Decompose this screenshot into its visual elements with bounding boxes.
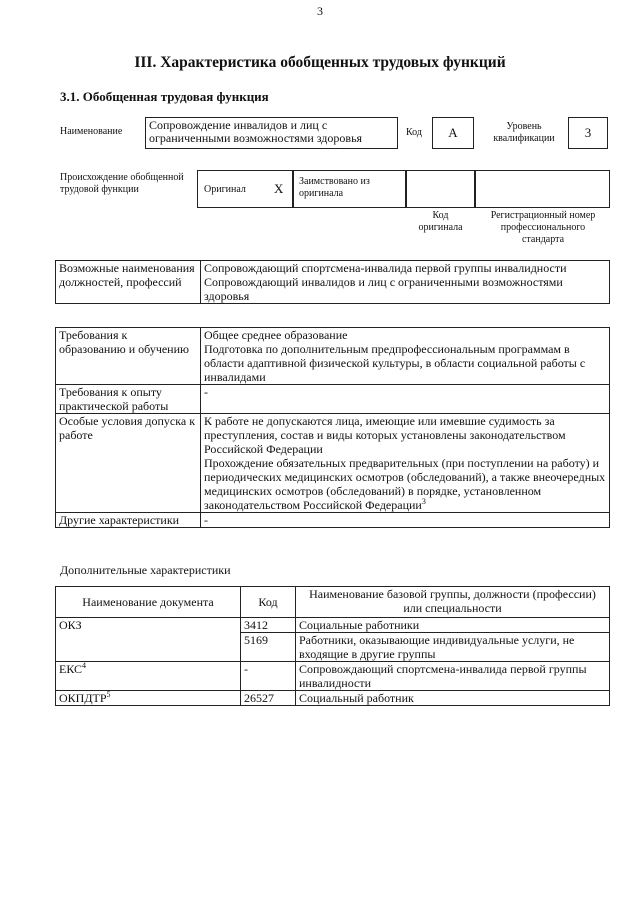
req-education-value — [201, 328, 610, 385]
req-conditions-label: Особые условия допуска к работе — [56, 414, 201, 513]
code-label: Код — [406, 127, 422, 138]
doc-cell — [56, 691, 241, 706]
borrowed-box — [293, 170, 406, 208]
requirements-table — [55, 327, 610, 528]
req-other-label: Другие характеристики — [56, 513, 201, 528]
name-cell: Социальные работники — [296, 618, 610, 633]
name-box — [145, 117, 398, 149]
original-label: Оригинал — [204, 184, 246, 195]
name-cell: Социальный работник — [296, 691, 610, 706]
req-experience-label: Требования к опыту практической работы — [56, 385, 201, 414]
req-education-label: Требования к образованию и обучению — [56, 328, 201, 385]
additional-table — [55, 586, 610, 706]
position-item: Сопровождающий спортсмена-инвалида первой группы инвалидности — [204, 261, 567, 275]
req-other-value: - — [201, 513, 610, 528]
origin-label: Происхождение обобщенной трудовой функции — [60, 172, 184, 195]
doc-name: ЕКС — [59, 662, 83, 676]
table-row — [56, 414, 610, 513]
table-row — [56, 328, 610, 385]
additional-heading: Дополнительные характеристики — [60, 563, 231, 577]
reg-caption: Регистрационный номер профессионального стандарта — [490, 210, 596, 245]
table-row — [56, 513, 610, 528]
header-name: Наименование базовой группы, должности (профессии) или специальности — [296, 587, 610, 618]
level-label: Уровень квалификации — [493, 121, 555, 144]
positions-table — [55, 260, 610, 304]
table-row — [56, 618, 610, 633]
page-number: 3 — [317, 4, 323, 18]
footnote-ref: 4 — [82, 661, 87, 670]
table-row — [56, 385, 610, 414]
req-line: Подготовка по дополнительным предпрофессиональным программам в области адаптивной физической культуры, в области социальной работы с инвалидами — [204, 342, 586, 384]
name-label: Наименование — [60, 126, 123, 137]
level-value: 3 — [568, 117, 608, 149]
code-cell: 3412 — [241, 618, 296, 633]
positions-values — [201, 261, 610, 304]
origin-code-box — [406, 170, 475, 208]
gtf-name: Сопровождение инвалидов и лиц с ограниченными возможностями здоровья — [149, 118, 363, 145]
table-row — [56, 691, 610, 706]
doc-cell: ОКЗ — [56, 618, 241, 662]
original-box — [197, 170, 293, 208]
code-caption: Код оригинала — [418, 210, 463, 233]
req-line: К работе не допускаются лица, имеющие или имевшие судимость за преступления, состав и виды которых установлены законодательством Российской Федерации — [204, 414, 566, 456]
code-cell: 26527 — [241, 691, 296, 706]
req-experience-value: - — [201, 385, 610, 414]
positions-label: Возможные наименования должностей, профессий — [56, 261, 201, 304]
name-cell: Работники, оказывающие индивидуальные услуги, не входящие в другие группы — [296, 633, 610, 662]
subsection-title: 3.1. Обобщенная трудовая функция — [60, 89, 269, 104]
req-line: Прохождение обязательных предварительных (при поступлении на работу) и периодических медицинских осмотров (обследований), а также внеочередных медицинских осмотров (обследований) в порядке, установленном законодательством Российской Федерации — [204, 456, 606, 512]
req-conditions-value — [201, 414, 610, 513]
header-code: Код — [241, 587, 296, 618]
borrowed-label: Заимствовано из оригинала — [299, 176, 370, 199]
footnote-ref: 3 — [421, 497, 426, 506]
header-document: Наименование документа — [56, 587, 241, 618]
code-value: А — [432, 117, 474, 149]
table-row — [56, 662, 610, 691]
code-cell: 5169 — [241, 633, 296, 662]
original-mark: Х — [274, 181, 284, 196]
section-title: III. Характеристика обобщенных трудовых функций — [134, 54, 506, 71]
position-item: Сопровождающий инвалидов и лиц с ограниченными возможностями здоровья — [204, 275, 563, 303]
doc-name: ОКПДТР — [59, 691, 107, 705]
code-cell: - — [241, 662, 296, 691]
req-line-with-footnote — [204, 456, 606, 512]
req-line: Общее среднее образование — [204, 328, 348, 342]
table-header-row — [56, 587, 610, 618]
footnote-ref: 5 — [106, 690, 111, 699]
name-cell: Сопровождающий спортсмена-инвалида первой группы инвалидности — [296, 662, 610, 691]
doc-cell — [56, 662, 241, 691]
origin-reg-box — [475, 170, 610, 208]
